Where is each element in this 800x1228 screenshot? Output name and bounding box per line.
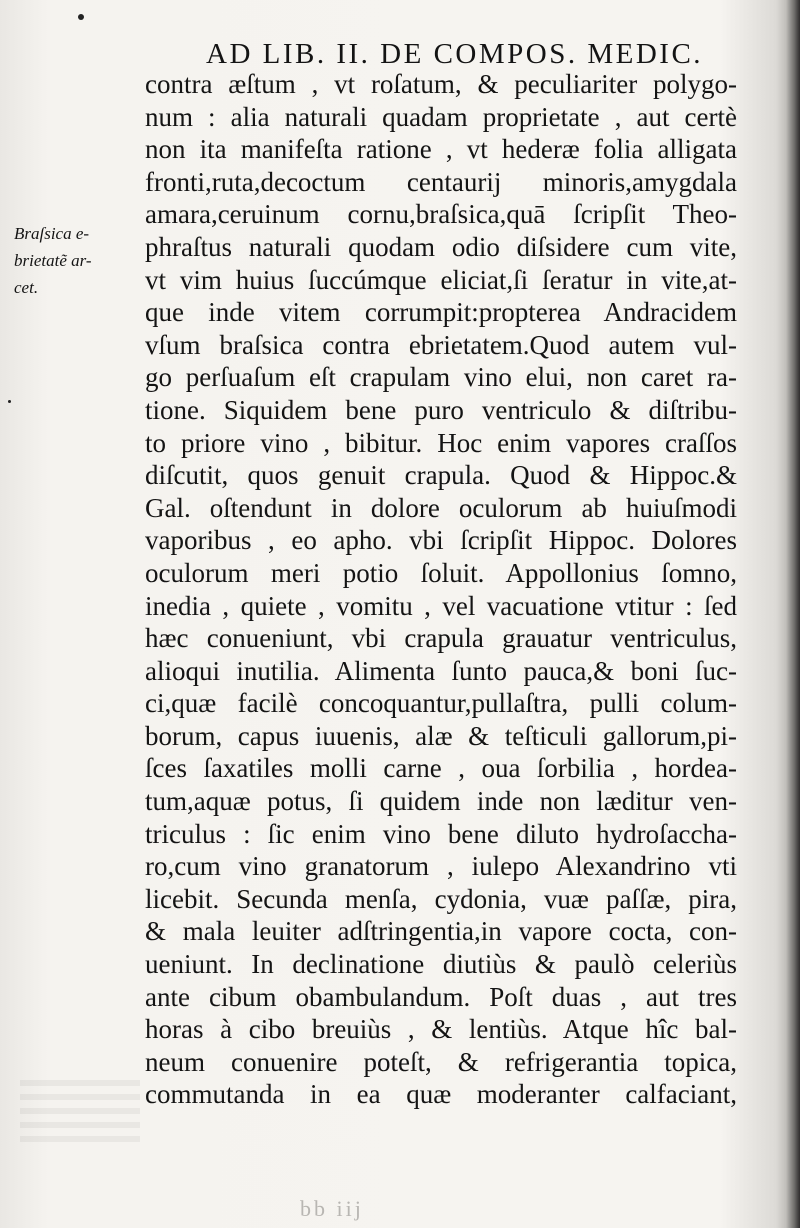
text-line: vſum braſsica contra ebrietatem.Quod autem vul-: [145, 329, 737, 360]
text-line: vt vim huius ſuccúmque eliciat,ſi ſeratur in vite,at-: [145, 264, 737, 295]
bleed-through: [20, 1080, 140, 1150]
text-line: neum conuenire poteſt, & refrigerantia topica,: [145, 1046, 737, 1077]
text-line: ante cibum obambulandum. Poſt duas , aut tres: [145, 981, 737, 1012]
margin-note-line: Braſsica e-: [14, 224, 90, 243]
text-line: commutanda in ea quæ moderanter calfaciant,: [145, 1079, 737, 1110]
margin-note-line: cet.: [14, 278, 39, 297]
text-line: Gal. oſtendunt in dolore oculorum ab huiuſmodi: [145, 492, 737, 523]
text-line: tione. Siquidem bene puro ventriculo & diſtribu-: [145, 394, 737, 425]
text-line: num : alia naturali quadam proprietate , aut certè: [145, 101, 737, 132]
text-line: contra æſtum , vt roſatum, & peculiariter polygo-: [145, 69, 737, 99]
margin-note: [14, 220, 126, 301]
page-edge-shadow: [786, 0, 800, 1228]
text-line: alioqui inutilia. Alimenta ſunto pauca,& boni ſuc-: [145, 655, 737, 686]
text-line: diſcutit, quos genuit crapula. Quod & Hippoc.&: [145, 460, 737, 491]
text-line: ueniunt. In declinatione diutiùs & paulò celeriùs: [145, 949, 737, 980]
signature-mark: bb iij: [300, 1196, 364, 1221]
text-line: amara,ceruinum cornu,braſsica,quā ſcripſit Theo-: [145, 199, 737, 230]
text-line: fronti,ruta,decoctum centaurij minoris,amygdala: [145, 166, 737, 197]
text-line: go perſuaſum eſt crapulam vino elui, non caret ra-: [145, 362, 737, 393]
text-line: ro,cum vino granatorum , iulepo Alexandrino vti: [145, 851, 737, 882]
text-line: triculus : ſic enim vino bene diluto hydroſaccha-: [145, 818, 737, 849]
ink-speck: [78, 14, 84, 20]
margin-note-line: brietatẽ ar-: [14, 251, 92, 270]
text-line: vaporibus , eo apho. vbi ſcripſit Hippoc. Dolores: [145, 525, 737, 556]
text-line: borum, capus iuuenis, alæ & teſticuli gallorum,pi-: [145, 720, 737, 751]
text-line: to priore vino , bibitur. Hoc enim vapores craſſos: [145, 427, 737, 458]
text-line: que inde vitem corrumpit:propterea Andracidem: [145, 297, 737, 328]
text-line: horas à cibo breuiùs , & lentiùs. Atque hîc bal-: [145, 1014, 737, 1045]
text-line: inedia , quiete , vomitu , vel vacuatione vtitur : ſed: [145, 590, 737, 621]
text-line: hæc conueniunt, vbi crapula grauatur ventriculus,: [145, 623, 737, 654]
body-text: [145, 68, 737, 1111]
text-line: oculorum meri potio ſoluit. Appollonius ſomno,: [145, 557, 737, 588]
text-line: phraſtus naturali quodam odio diſsidere cum vite,: [145, 231, 737, 262]
text-line: & mala leuiter adſtringentia,in vapore cocta, con-: [145, 916, 737, 947]
text-line: non ita manifeſta ratione , vt hederæ folia alligata: [145, 134, 737, 165]
text-line: tum,aquæ potus, ſi quidem inde non læditur ven-: [145, 786, 737, 817]
ink-speck: [8, 400, 11, 403]
text-line: ſces ſaxatiles molli carne , oua ſorbilia , hordea-: [145, 753, 737, 784]
text-line: ci,quæ facilè concoquantur,pullaſtra, pulli colum-: [145, 688, 737, 719]
text-line: licebit. Secunda menſa, cydonia, vuæ paſſæ, pira,: [145, 883, 737, 914]
running-header: AD LIB. II. DE COMPOS. MEDIC.: [206, 38, 704, 70]
